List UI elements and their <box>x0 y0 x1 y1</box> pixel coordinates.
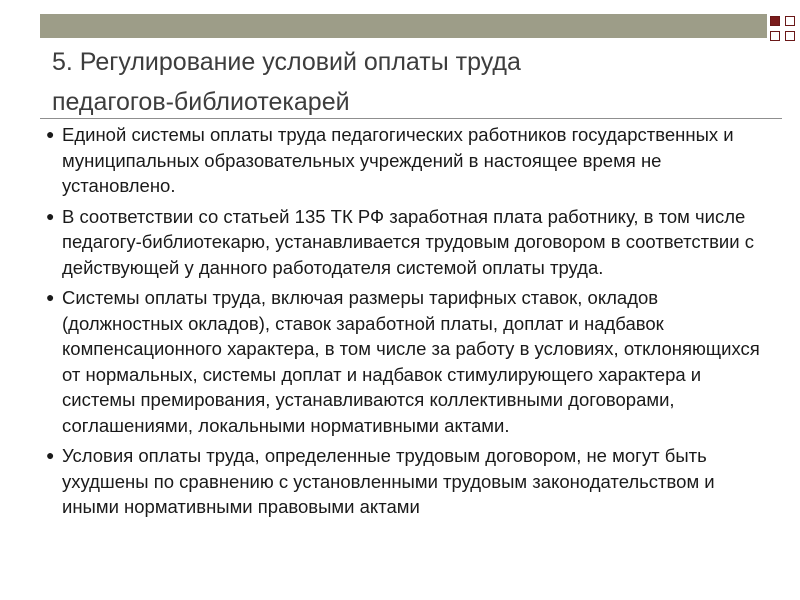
slide-title-line-2: педагогов-библиотекарей <box>52 88 350 116</box>
decorative-squares <box>770 16 800 56</box>
decorative-square-outline <box>770 31 780 41</box>
bullet-list <box>46 122 762 525</box>
top-decorative-bar <box>40 14 767 38</box>
decorative-square-filled <box>770 16 780 26</box>
bullet-text: Единой системы оплаты труда педагогических работников государственных и муниципальных образовательных учреждений в настоящее время не установлено. <box>62 124 734 196</box>
bullet-item <box>46 285 762 438</box>
decorative-square-outline <box>785 16 795 26</box>
bullet-text: В соответствии со статьей 135 ТК РФ заработная плата работнику, в том числе педагогу-библиотекарю, устанавливается трудовым договором в соответствии с действующей у данного работодателя системой оплаты труда. <box>62 205 754 278</box>
title-divider <box>40 118 782 119</box>
bullet-dot-icon: ● <box>46 207 55 224</box>
bullet-dot-icon: ● <box>46 126 55 142</box>
bullet-item <box>46 122 762 199</box>
bullet-dot-icon: ● <box>46 289 55 305</box>
slide-title <box>52 42 752 122</box>
bullet-item <box>46 443 762 520</box>
bullet-dot-icon: ● <box>46 447 55 463</box>
bullet-item <box>46 204 762 281</box>
bullet-text: Системы оплаты труда, включая размеры тарифных ставок, окладов (должностных окладов), ставок заработной платы, доплат и надбавок компенсационного характера, в том числе за работу в условиях, отклоняющихся от нормальных, системы доплат и надбавок стимулирующего характера и системы премирования, устанавливаются коллективными договорами, соглашениями, локальными нормативными актами. <box>62 287 760 436</box>
bullet-text: Условия оплаты труда, определенные трудовым договором, не могут быть ухудшены по сравнению с установленными трудовым законодательством и иными нормативными правовыми актами <box>62 445 715 517</box>
slide-title-line-1: 5. Регулирование условий оплаты труда <box>52 48 521 76</box>
decorative-square-outline <box>785 31 795 41</box>
